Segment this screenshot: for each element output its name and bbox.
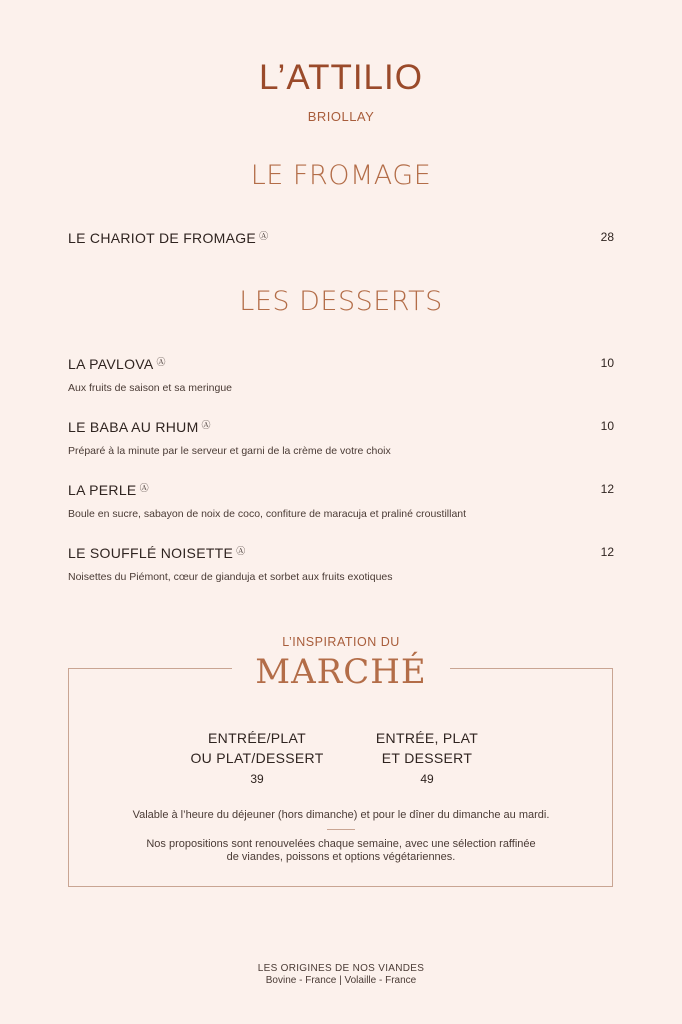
menu-item-name xyxy=(68,545,246,561)
footer-origins: Bovine - France | Volaille - France xyxy=(265,975,417,986)
item-name-text: LE BABA AU RHUM xyxy=(68,419,199,435)
formula-1-line2: OU PLAT/DESSERT xyxy=(190,750,324,766)
formula-2-line1: ENTRÉE, PLAT xyxy=(375,730,479,746)
item-name-text: LA PERLE xyxy=(68,482,137,498)
menu-item-description: Préparé à la minute par le serveur et garni de la crème de votre choix xyxy=(68,445,391,457)
formula-1-line1: ENTRÉE/PLAT xyxy=(208,730,306,746)
allergen-mark-icon: Ⓐ xyxy=(236,546,246,556)
menu-item-name xyxy=(68,419,211,435)
item-name-text: LA PAVLOVA xyxy=(68,356,154,372)
section-title-fromage: LE FROMAGE xyxy=(250,160,432,191)
menu-item-price: 12 xyxy=(600,545,614,559)
formula-2-price: 49 xyxy=(420,772,434,786)
allergen-mark-icon: Ⓐ xyxy=(139,483,149,493)
footer-title: LES ORIGINES DE NOS VIANDES xyxy=(257,963,425,974)
section-title-desserts: LES DESSERTS xyxy=(239,286,443,317)
note-divider xyxy=(327,829,355,830)
formula-1-price: 39 xyxy=(250,772,264,786)
formula-2-line2: ET DESSERT xyxy=(381,750,473,766)
item-name-text: LE CHARIOT DE FROMAGE xyxy=(68,230,257,246)
menu-item-name xyxy=(68,356,166,372)
menu-item-name xyxy=(68,482,149,498)
marche-title: MARCHÉ xyxy=(255,652,427,692)
formula-2 xyxy=(347,728,507,786)
menu-item-price: 10 xyxy=(600,356,614,370)
menu-item-description: Aux fruits de saison et sa meringue xyxy=(68,382,233,394)
marche-kicker: L’INSPIRATION DU xyxy=(282,635,400,649)
menu-item-name xyxy=(68,230,268,246)
allergen-mark-icon: Ⓐ xyxy=(156,357,166,367)
allergen-mark-icon: Ⓐ xyxy=(259,231,269,241)
menu-item-price: 28 xyxy=(600,230,614,244)
restaurant-name: L’ATTILIO xyxy=(259,58,423,97)
menu-item-price: 12 xyxy=(600,482,614,496)
marche-note-line1: Nos propositions sont renouvelées chaque semaine, avec une sélection raffinée xyxy=(146,838,536,850)
menu-item-description: Boule en sucre, sabayon de noix de coco, confiture de maracuja et praliné croustillant xyxy=(68,508,467,520)
menu-item-description: Noisettes du Piémont, cœur de gianduja et sorbet aux fruits exotiques xyxy=(68,571,393,583)
menu-item-price: 10 xyxy=(600,419,614,433)
allergen-mark-icon: Ⓐ xyxy=(201,420,211,430)
item-name-text: LE SOUFFLÉ NOISETTE xyxy=(68,545,234,561)
marche-validity-note: Valable à l’heure du déjeuner (hors dimanche) et pour le dîner du dimanche au mardi. xyxy=(132,809,550,821)
formula-1 xyxy=(177,728,337,786)
restaurant-location: BRIOLLAY xyxy=(307,109,375,124)
marche-note-line2: de viandes, poissons et options végétariennes. xyxy=(226,851,456,863)
